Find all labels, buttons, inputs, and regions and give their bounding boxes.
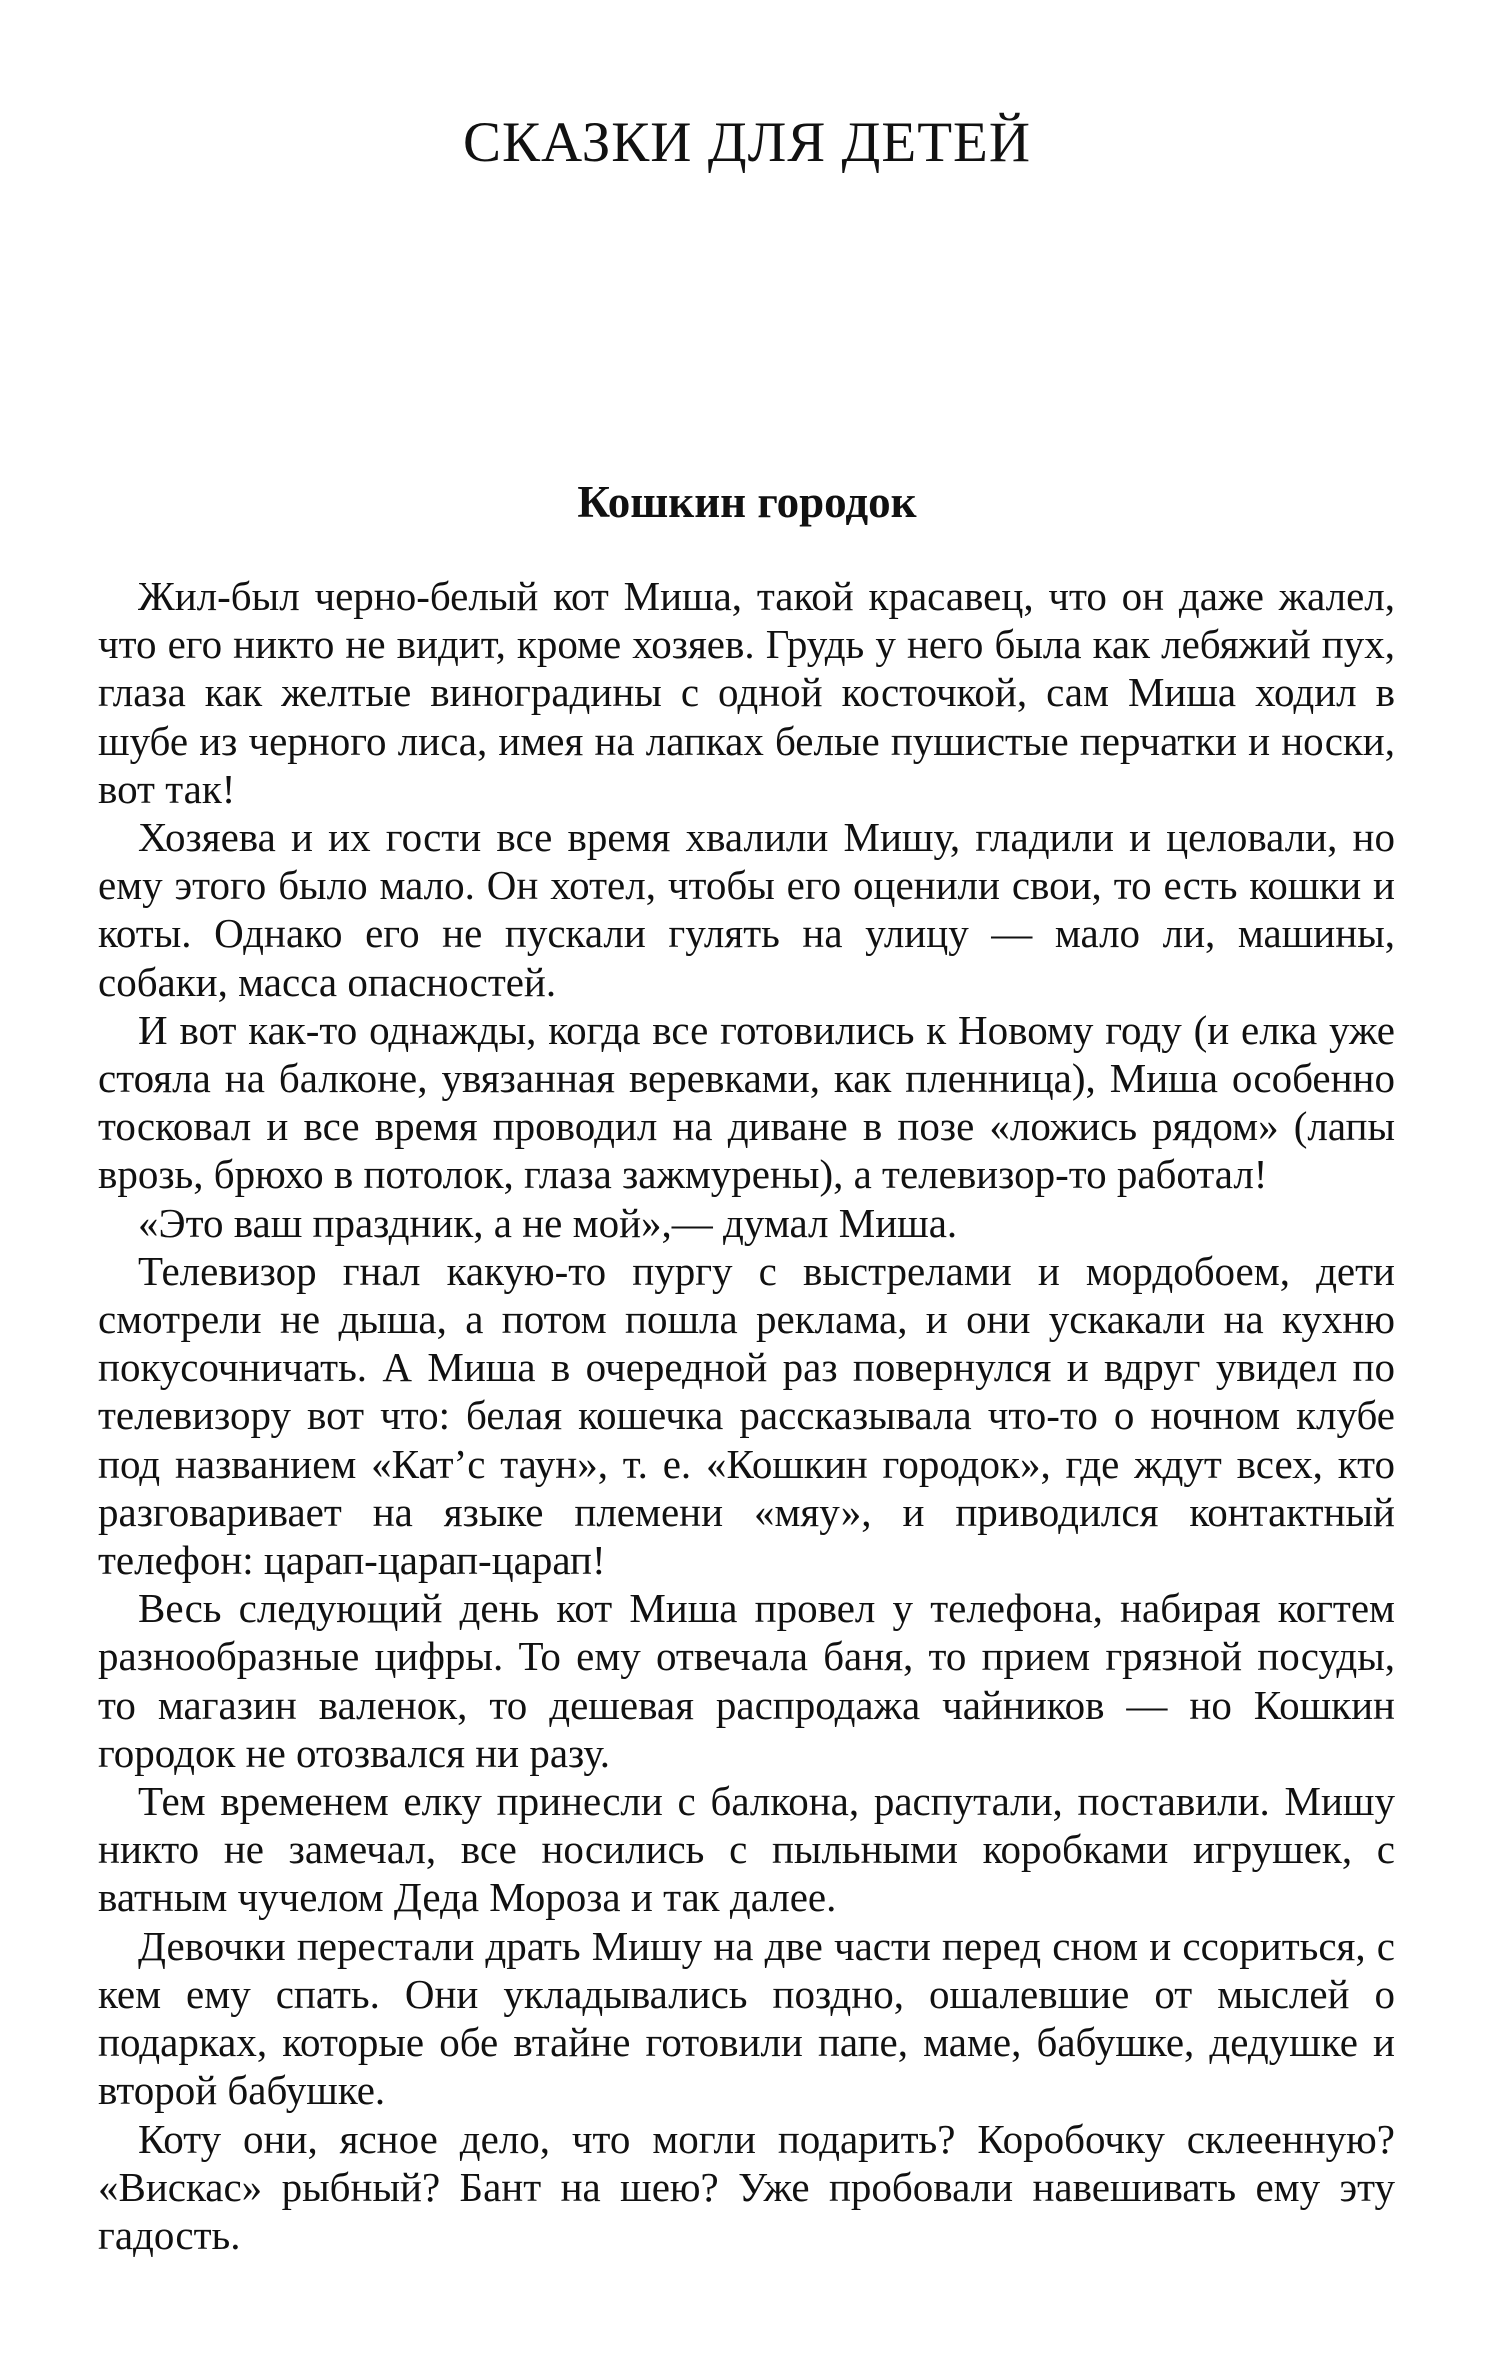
running-title: СКАЗКИ ДЛЯ ДЕТЕЙ <box>462 111 1032 174</box>
paragraph: Весь следующий день кот Миша провел у телефона, набирая когтем разнообразные цифры. То ему отвечала баня, то прием грязной посуды, то магазин валенок, то дешевая распродажа чайников — но Кошкин городок не отозвался ни разу. <box>98 1585 1395 1776</box>
paragraph: Хозяева и их гости все время хвалили Мишу, гладили и целовали, но ему этого было мало. Он хотел, чтобы его оценили свои, то есть кошки и коты. Однако его не пускали гулять на улицу — мало ли, машины, собаки, масса опасностей. <box>98 814 1395 1005</box>
paragraph: «Это ваш праздник, а не мой»,— думал Миша. <box>138 1199 958 1246</box>
paragraph: Тем временем елку принесли с балкона, распутали, поставили. Мишу никто не замечал, все носились с пыльными коробками игрушек, с ватным чучелом Деда Мороза и так далее. <box>98 1778 1395 1921</box>
paragraph: И вот как-то однажды, когда все готовились к Новому году (и елка уже стояла на балконе, увязанная веревками, как пленница), Миша особенно тосковал и все время проводил на диване в позе «ложись рядом» (лапы врозь, брюхо в потолок, глаза зажмурены), а телевизор-то работал! <box>98 1006 1395 1198</box>
story-body <box>98 572 1395 2259</box>
story-title: Кошкин городок <box>577 477 917 527</box>
paragraph: Девочки перестали драть Мишу на две части перед сном и ссориться, с кем ему спать. Они укладывались поздно, ошалевшие от мыслей о подарках, которые обе втайне готовили папе, маме, бабушке, дедушке и второй бабушке. <box>98 1922 1395 2114</box>
paragraph: Коту они, ясное дело, что могли подарить? Коробочку склеенную? «Вискас» рыбный? Бант на шею? Уже пробовали навешивать ему эту гадость. <box>98 2115 1395 2258</box>
paragraph: Жил-был черно-белый кот Миша, такой красавец, что он даже жалел, что его никто не видит, кроме хозяев. Грудь у него была как лебяжий пух, глаза как желтые виноградины с одной косточкой, сам Миша ходил в шубе из черного лиса, имея на лапках белые пушистые перчатки и носки, вот так! <box>98 573 1395 812</box>
paragraph: Телевизор гнал какую-то пургу с выстрелами и мордобоем, дети смотрели не дыша, а потом пошла реклама, и они ускакали на кухню покусочничать. А Миша в очередной раз повернулся и вдруг увидел по телевизору вот что: белая кошечка рассказывала что-то о ночном клубе под названием «Кат’с таун», т. е. «Кошкин городок», где ждут всех, кто разговаривает на языке племени «мяу», и приводился контактный телефон: царап-царап-царап! <box>98 1247 1395 1584</box>
